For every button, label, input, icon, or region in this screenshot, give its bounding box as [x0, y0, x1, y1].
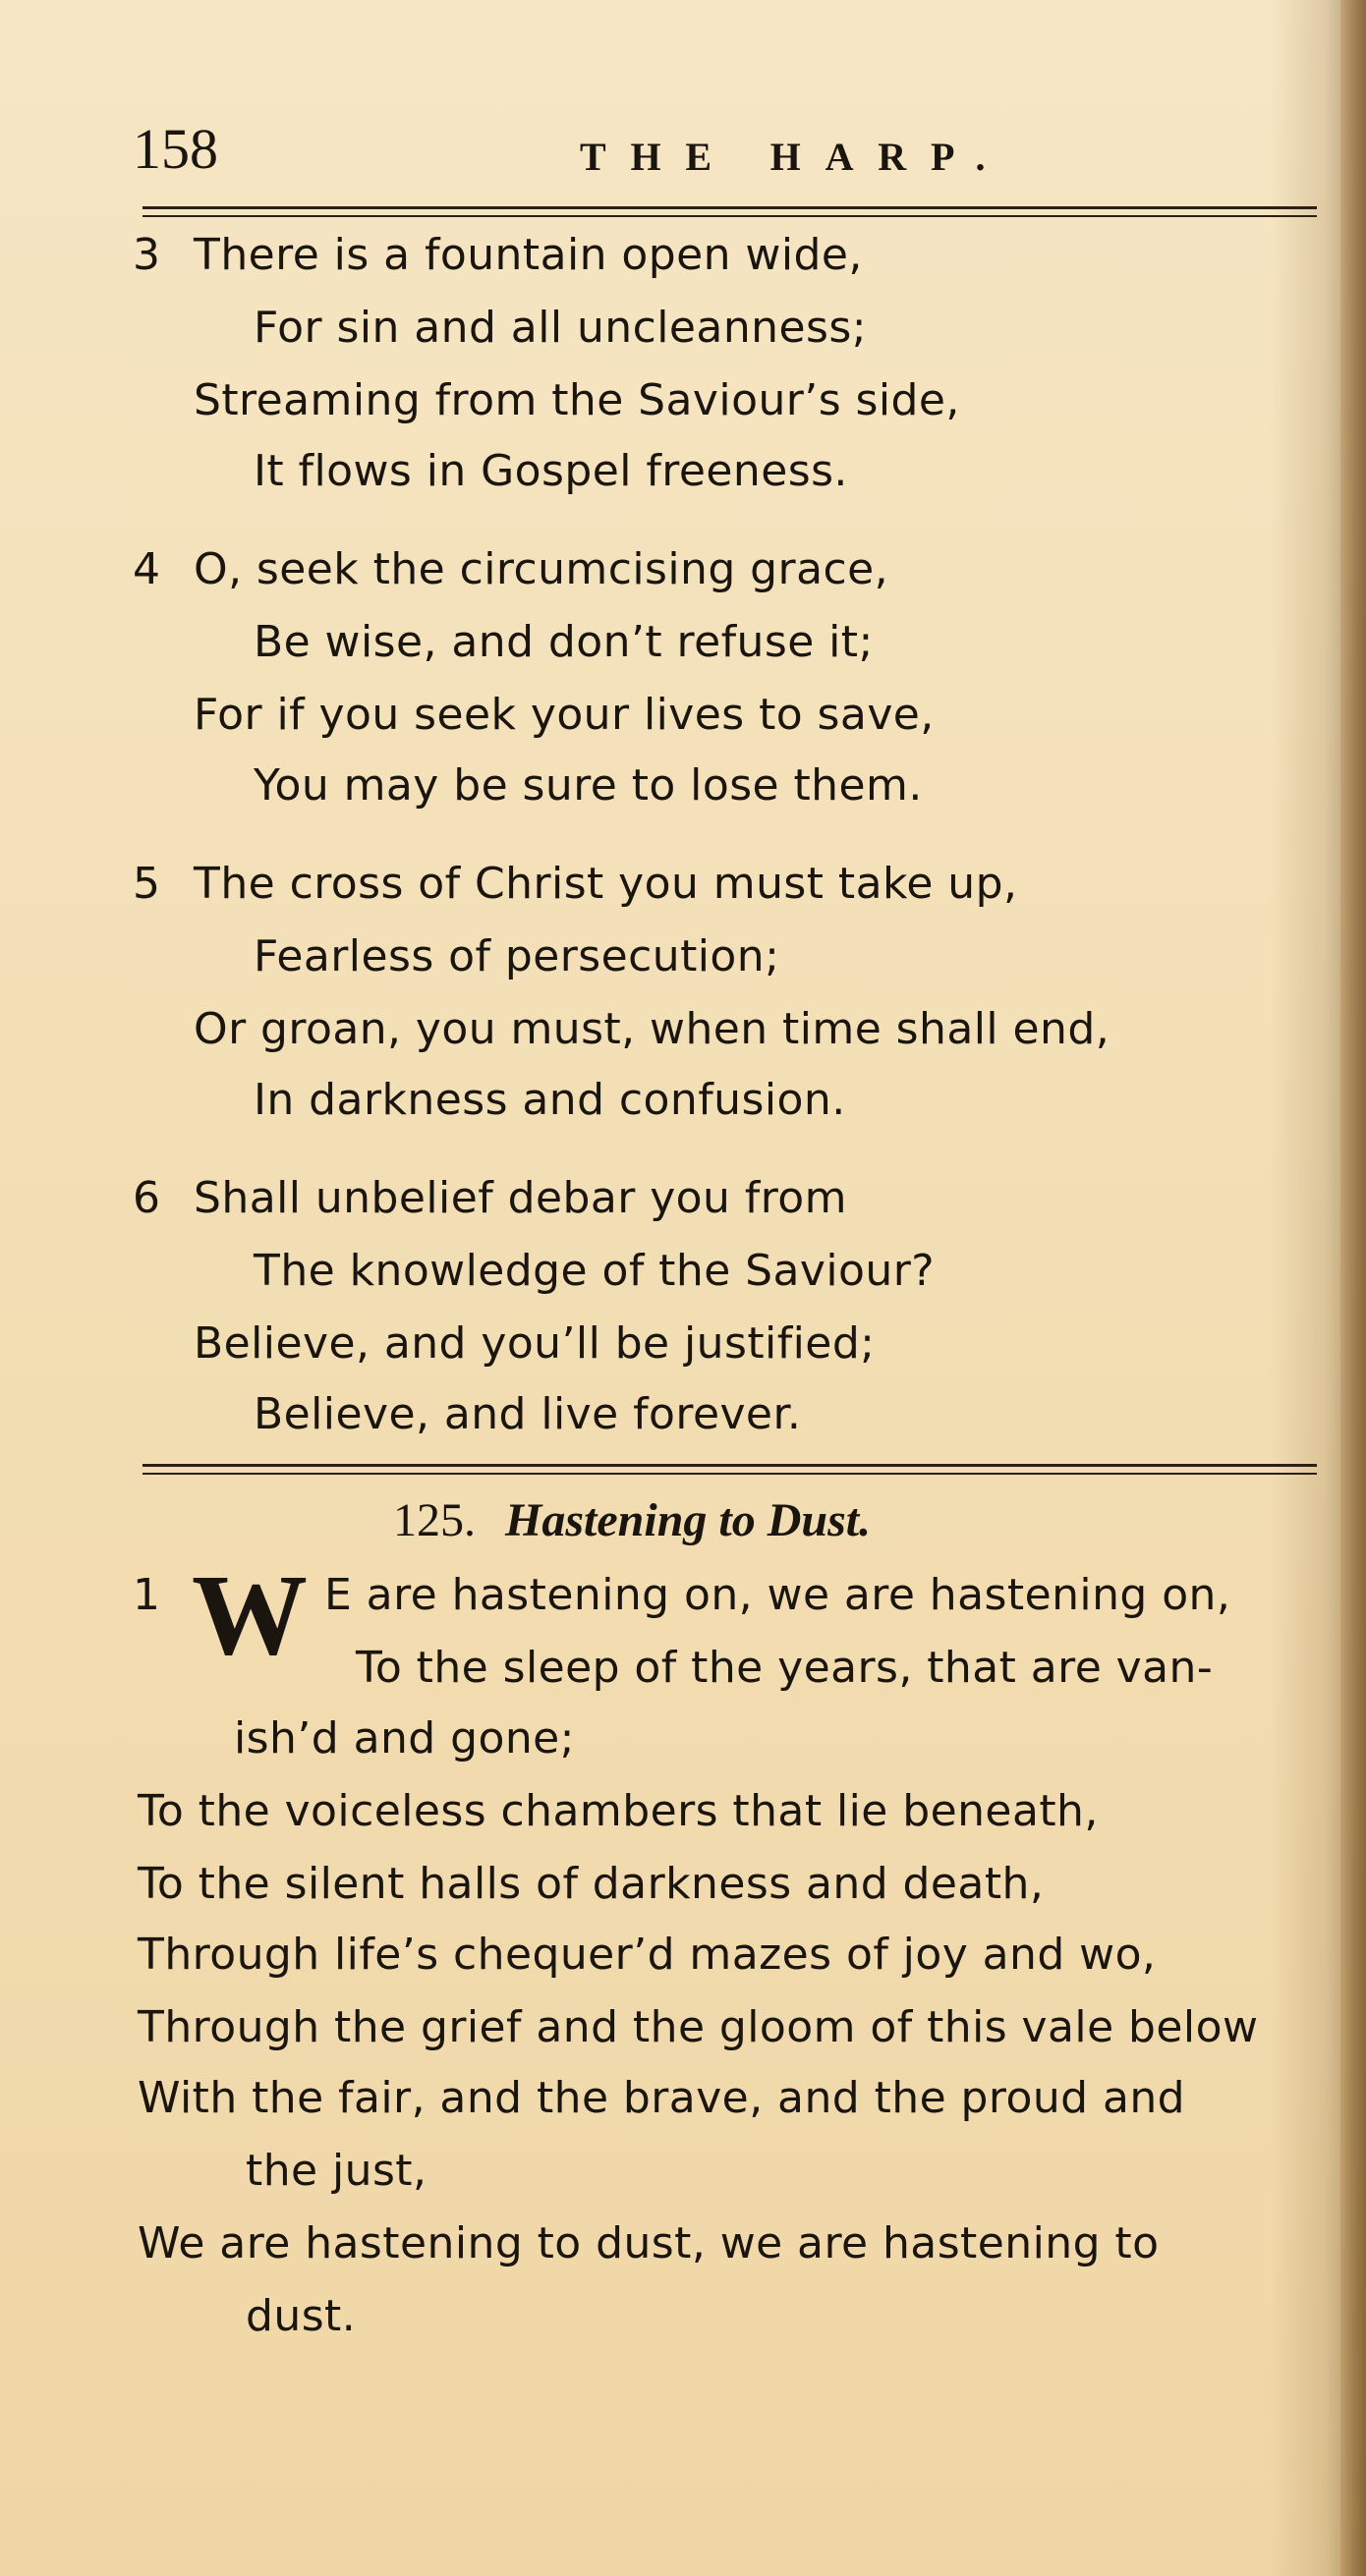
- verse-line: You may be sure to lose them.: [254, 760, 923, 811]
- verse-line: With the fair, and the brave, and the proud and: [138, 2073, 1186, 2123]
- verse-line: Believe, and live forever.: [254, 1389, 802, 1439]
- page-number: 158: [133, 117, 218, 181]
- hymn-name: Hastening to Dust.: [505, 1494, 872, 1546]
- drop-cap: W: [192, 1550, 308, 1679]
- verse-line: the just,: [246, 2146, 427, 2196]
- verse-line: To the silent halls of darkness and death,: [138, 1859, 1045, 1909]
- verse-line: Through life’s chequer’d mazes of joy and wo,: [138, 1930, 1157, 1980]
- verse-line: Or groan, you must, when time shall end,: [194, 1004, 1110, 1054]
- verse-line: ish’d and gone;: [234, 1713, 575, 1764]
- page-edge: [1340, 0, 1366, 2576]
- verse-line: Through the grief and the gloom of this vale below: [138, 2002, 1259, 2052]
- verse-line: O, seek the circumcising grace,: [194, 544, 889, 594]
- verse-number: 5: [133, 859, 160, 909]
- verse-line: E are hastening on, we are hastening on,: [324, 1570, 1231, 1620]
- section-rule: [142, 1464, 1317, 1475]
- verse-line: It flows in Gospel freeness.: [254, 446, 848, 496]
- verse-line: To the sleep of the years, that are van-: [356, 1643, 1214, 1693]
- verse-line: Shall unbelief debar you from: [194, 1173, 847, 1223]
- verse-line: In darkness and confusion.: [254, 1075, 846, 1125]
- verse-line: Be wise, and don’t refuse it;: [254, 617, 874, 667]
- verse-number: 4: [133, 544, 160, 594]
- verse-line: Believe, and you’ll be justified;: [194, 1318, 876, 1369]
- verse-line: Streaming from the Saviour’s side,: [194, 375, 960, 425]
- verse-number: 6: [133, 1173, 160, 1223]
- hymn-number: 125.: [393, 1494, 476, 1546]
- verse-line: For if you seek your lives to save,: [194, 690, 935, 740]
- verse-line: dust.: [246, 2291, 357, 2341]
- verse-line: There is a fountain open wide,: [194, 230, 863, 280]
- verse-line: We are hastening to dust, we are hastening to: [138, 2218, 1160, 2268]
- hymn-title: [393, 1493, 871, 1547]
- verse-line: Fearless of persecution;: [254, 931, 780, 981]
- verse-number: 3: [133, 230, 160, 280]
- page-header: [133, 116, 1312, 195]
- verse-line: The cross of Christ you must take up,: [194, 859, 1018, 909]
- header-rule: [142, 206, 1317, 217]
- verse-line: To the voiceless chambers that lie beneath,: [138, 1786, 1099, 1836]
- verse-line: The knowledge of the Saviour?: [254, 1246, 936, 1296]
- verse-line: For sin and all uncleanness;: [254, 303, 867, 353]
- verse-number: 1: [133, 1570, 160, 1620]
- running-title: THE HARP.: [580, 135, 1010, 179]
